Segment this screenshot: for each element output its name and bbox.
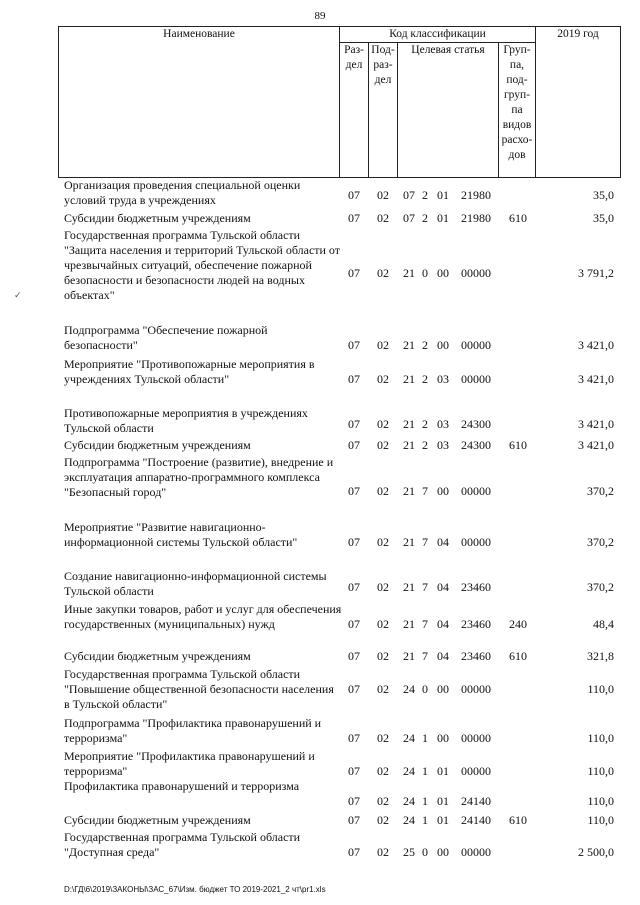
row-sum: 3 791,2: [578, 266, 614, 280]
row-code-cs4: 00000: [461, 338, 491, 352]
row-sum: 370,2: [587, 484, 614, 498]
row-code-cs3: 03: [437, 438, 449, 452]
row-code-razd: 07: [348, 535, 360, 549]
scan-mark: ✓: [14, 290, 22, 300]
row-code-cs3: 01: [437, 764, 449, 778]
row-sum: 35,0: [593, 188, 614, 202]
row-code-cs1: 24: [403, 794, 415, 808]
row-code-cs4: 00000: [461, 484, 491, 498]
row-code-cs4: 00000: [461, 845, 491, 859]
page-number: 89: [314, 10, 326, 22]
row-sum: 48,4: [593, 617, 614, 631]
row-code-podr: 02: [377, 338, 389, 352]
row-code-cs4: 21980: [461, 211, 491, 225]
row-code-cs4: 23460: [461, 580, 491, 594]
row-code-cs2: 2: [422, 338, 428, 352]
row-code-cs4: 00000: [461, 731, 491, 745]
row-name: Подпрограмма "Построение (развитие), внедрение и эксплуатация аппаратно-программного комплекса "Безопасный город": [64, 455, 334, 499]
row-name: Субсидии бюджетным учреждениям: [64, 438, 251, 452]
row-code-podr: 02: [377, 682, 389, 696]
row-code-cs4: 24140: [461, 813, 491, 827]
row-code-cs2: 2: [422, 417, 428, 431]
row-code-razd: 07: [348, 845, 360, 859]
row-code-razd: 07: [348, 617, 360, 631]
row-code-cs1: 21: [403, 338, 415, 352]
row-sum: 110,0: [587, 764, 614, 778]
row-code-razd: 07: [348, 484, 360, 498]
row-sum: 110,0: [587, 813, 614, 827]
row-name: Субсидии бюджетным учреждениям: [64, 813, 251, 827]
row-code-podr: 02: [377, 417, 389, 431]
row-sum: 110,0: [587, 794, 614, 808]
table-header: [58, 26, 621, 178]
row-code-cs3: 03: [437, 417, 449, 431]
row-code-cs4: 23460: [461, 617, 491, 631]
row-code-podr: 02: [377, 617, 389, 631]
row-code-cs2: 1: [422, 764, 428, 778]
row-name: Государственная программа Тульской области "Защита населения и территорий Тульской области от чрезвычайных ситуаций, обеспечение пожарной безопасности и безопасности людей на водных объектах": [64, 228, 341, 302]
row-sum: 35,0: [593, 211, 614, 225]
row-code-cs4: 00000: [461, 372, 491, 386]
row-code-cs3: 01: [437, 794, 449, 808]
row-name: Подпрограмма "Профилактика правонарушений и терроризма": [64, 716, 322, 745]
row-code-cs1: 21: [403, 438, 415, 452]
row-sum: 3 421,0: [578, 338, 614, 352]
row-name: Субсидии бюджетным учреждениям: [64, 211, 251, 225]
row-sum: 321,8: [587, 649, 614, 663]
row-code-cs4: 24300: [461, 417, 491, 431]
row-code-vr: 610: [509, 649, 527, 663]
row-code-cs2: 0: [422, 845, 428, 859]
row-code-cs2: 1: [422, 813, 428, 827]
row-code-podr: 02: [377, 649, 389, 663]
row-code-razd: 07: [348, 211, 360, 225]
row-code-cs4: 00000: [461, 535, 491, 549]
row-code-cs2: 1: [422, 731, 428, 745]
row-sum: 370,2: [587, 580, 614, 594]
row-code-razd: 07: [348, 372, 360, 386]
row-name: Государственная программа Тульской области "Повышение общественной безопасности населения в Тульской области": [64, 667, 334, 711]
row-code-cs1: 21: [403, 535, 415, 549]
row-code-cs3: 04: [437, 649, 449, 663]
row-code-cs1: 24: [403, 813, 415, 827]
row-name: Мероприятие "Профилактика правонарушений и терроризма": [64, 749, 315, 778]
row-code-cs3: 03: [437, 372, 449, 386]
row-code-cs2: 7: [422, 484, 428, 498]
row-code-podr: 02: [377, 266, 389, 280]
row-code-cs3: 01: [437, 188, 449, 202]
row-code-cs4: 21980: [461, 188, 491, 202]
row-code-razd: 07: [348, 764, 360, 778]
row-code-razd: 07: [348, 649, 360, 663]
row-code-vr: 240: [509, 617, 527, 631]
row-sum: 110,0: [587, 682, 614, 696]
col-year-header: 2019 год: [536, 27, 621, 178]
row-code-vr: 610: [509, 211, 527, 225]
row-code-podr: 02: [377, 580, 389, 594]
row-sum: 110,0: [587, 731, 614, 745]
row-code-cs2: 0: [422, 266, 428, 280]
row-code-cs2: 2: [422, 211, 428, 225]
row-sum: 3 421,0: [578, 372, 614, 386]
row-name: Создание навигационно-информационной системы Тульской области: [64, 569, 327, 598]
row-code-cs1: 21: [403, 617, 415, 631]
row-code-cs4: 23460: [461, 649, 491, 663]
row-code-vr: 610: [509, 813, 527, 827]
row-code-cs1: 21: [403, 266, 415, 280]
row-code-razd: 07: [348, 188, 360, 202]
row-code-podr: 02: [377, 438, 389, 452]
row-name: Иные закупки товаров, работ и услуг для обеспечения государственных (муниципальных) нужд: [64, 602, 342, 631]
col-code-header: Код классификации: [340, 27, 536, 43]
col-vid-header: Груп- па, под- груп- па видов расхо- дов: [499, 43, 536, 178]
row-code-cs3: 04: [437, 580, 449, 594]
row-code-razd: 07: [348, 794, 360, 808]
row-code-podr: 02: [377, 535, 389, 549]
row-code-cs2: 7: [422, 535, 428, 549]
row-code-podr: 02: [377, 794, 389, 808]
row-code-cs1: 21: [403, 580, 415, 594]
row-code-podr: 02: [377, 764, 389, 778]
col-name-header: Наименование: [59, 27, 340, 178]
row-code-razd: 07: [348, 266, 360, 280]
row-code-podr: 02: [377, 731, 389, 745]
row-code-cs2: 7: [422, 649, 428, 663]
row-code-cs2: 7: [422, 580, 428, 594]
col-podrazdel-header: Под- раз- дел: [369, 43, 398, 178]
row-code-cs3: 00: [437, 682, 449, 696]
row-name: Субсидии бюджетным учреждениям: [64, 649, 251, 663]
row-code-cs3: 01: [437, 211, 449, 225]
row-code-cs1: 21: [403, 484, 415, 498]
row-name: Государственная программа Тульской области "Доступная среда": [64, 830, 301, 859]
row-code-razd: 07: [348, 438, 360, 452]
row-code-razd: 07: [348, 682, 360, 696]
row-code-razd: 07: [348, 813, 360, 827]
row-code-cs2: 2: [422, 438, 428, 452]
row-code-razd: 07: [348, 580, 360, 594]
row-code-cs3: 00: [437, 266, 449, 280]
row-name: Мероприятие "Противопожарные мероприятия в учреждениях Тульской области": [64, 357, 315, 386]
file-path-footer: D:\ГД\6\2019\ЗАКОНЫ\ЗАС_67\Изм. бюджет ТО 2019-2021_2 чт\pr1.xls: [64, 885, 326, 894]
row-code-cs1: 25: [403, 845, 415, 859]
row-code-cs3: 00: [437, 845, 449, 859]
row-code-cs3: 00: [437, 484, 449, 498]
row-name: Профилактика правонарушений и терроризма: [64, 779, 300, 793]
row-code-podr: 02: [377, 372, 389, 386]
row-code-cs3: 01: [437, 813, 449, 827]
row-sum: 370,2: [587, 535, 614, 549]
row-code-cs3: 04: [437, 617, 449, 631]
row-code-cs4: 00000: [461, 682, 491, 696]
row-code-cs1: 24: [403, 764, 415, 778]
col-razdel-header: Раз- дел: [340, 43, 369, 178]
row-name: Противопожарные мероприятия в учреждениях Тульской области: [64, 406, 308, 435]
row-code-cs1: 24: [403, 682, 415, 696]
row-name: Организация проведения специальной оценки условий труда в учреждениях: [64, 178, 301, 207]
row-code-cs1: 21: [403, 372, 415, 386]
row-code-cs2: 2: [422, 188, 428, 202]
row-code-cs1: 24: [403, 731, 415, 745]
row-name: Подпрограмма "Обеспечение пожарной безопасности": [64, 323, 268, 352]
row-code-podr: 02: [377, 813, 389, 827]
row-code-razd: 07: [348, 338, 360, 352]
row-code-razd: 07: [348, 417, 360, 431]
row-code-cs3: 04: [437, 535, 449, 549]
row-code-cs4: 24140: [461, 794, 491, 808]
row-code-podr: 02: [377, 188, 389, 202]
row-code-razd: 07: [348, 731, 360, 745]
row-code-cs3: 00: [437, 338, 449, 352]
row-sum: 3 421,0: [578, 438, 614, 452]
row-code-cs4: 00000: [461, 266, 491, 280]
row-code-cs1: 07: [403, 188, 415, 202]
row-code-vr: 610: [509, 438, 527, 452]
row-code-podr: 02: [377, 845, 389, 859]
row-code-cs4: 24300: [461, 438, 491, 452]
row-code-cs2: 0: [422, 682, 428, 696]
row-code-cs2: 2: [422, 372, 428, 386]
row-code-podr: 02: [377, 484, 389, 498]
row-code-podr: 02: [377, 211, 389, 225]
row-code-cs3: 00: [437, 731, 449, 745]
row-code-cs4: 00000: [461, 764, 491, 778]
row-sum: 3 421,0: [578, 417, 614, 431]
row-code-cs1: 21: [403, 649, 415, 663]
row-name: Мероприятие "Развитие навигационно-информационной системы Тульской области": [64, 520, 298, 549]
row-code-cs2: 1: [422, 794, 428, 808]
row-code-cs2: 7: [422, 617, 428, 631]
row-code-cs1: 07: [403, 211, 415, 225]
col-celstat-header: Целевая статья: [398, 43, 499, 178]
row-code-cs1: 21: [403, 417, 415, 431]
row-sum: 2 500,0: [578, 845, 614, 859]
